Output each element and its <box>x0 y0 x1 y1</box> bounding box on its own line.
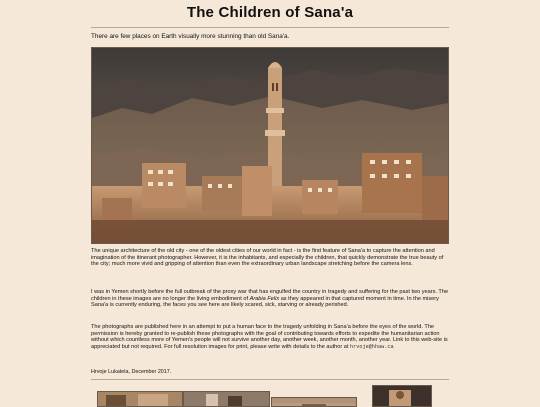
thumbnail-photo-3[interactable] <box>271 397 357 407</box>
city-skyline-image <box>92 48 448 243</box>
thumbnail-photo-4[interactable] <box>372 385 432 407</box>
paragraph-war-part-1: I was in Yemen shortly before the full outbreak of the proxy war that has engulfed the country in tragedy and suffering for the past two years. The children in these images are no longer the living embodiment of <box>91 289 449 302</box>
paragraph-permission <box>91 324 449 350</box>
arabia-felix-italic: Arabia Felix <box>249 295 280 302</box>
thumbnail-image-2 <box>184 392 269 406</box>
title-divider <box>91 27 449 28</box>
intro-text: There are few places on Earth visually more stunning than old Sana'a. <box>91 33 290 40</box>
bottom-divider <box>91 379 449 380</box>
author-email[interactable]: hrvoje@hhaw.ca <box>350 343 394 350</box>
thumbnail-image-3 <box>272 403 356 407</box>
paragraph-architecture: The unique architecture of the old city - one of the oldest cities of our world in fact - is the first feature of Sana'a to capture the attention and imagination of the itinerant photographer. However, it is the inhabitants, and especially the children, that quickly demonstrate the true beauty of the city; much more vivid and gripping of attention than even the extraordinary urban landscape stretching before the camera lens. <box>91 248 444 267</box>
thumbnail-image-4 <box>373 386 431 406</box>
author-credit: Hrvoje Lukatela, December 2017. <box>91 369 172 375</box>
paragraph-war-part-2: as they appeared in that captured moment in time. In the misery Sana'a is currently enduring, the faces you see here are likely scared, sick, starving or already perished. <box>91 295 439 308</box>
page-title: The Children of Sana'a <box>186 4 354 21</box>
thumbnail-image-1 <box>98 392 182 406</box>
paragraph-war <box>91 289 449 309</box>
sanaa-city-photo <box>91 47 449 244</box>
paragraph-permission-text: The photographs are published here in an attempt to put a human face to the tragedy unfolding in Sana'a before the eyes of the world. The permission is hereby granted to re-publish these photographs with the goal of contributing towards efforts to expedite the humanitarian action without which countless more of Yemen's people will not survive another day, another week, another month, another year. Link to this web-site is appreciated but not required. For full resolution images for print, please write with details to the author at <box>91 324 448 350</box>
